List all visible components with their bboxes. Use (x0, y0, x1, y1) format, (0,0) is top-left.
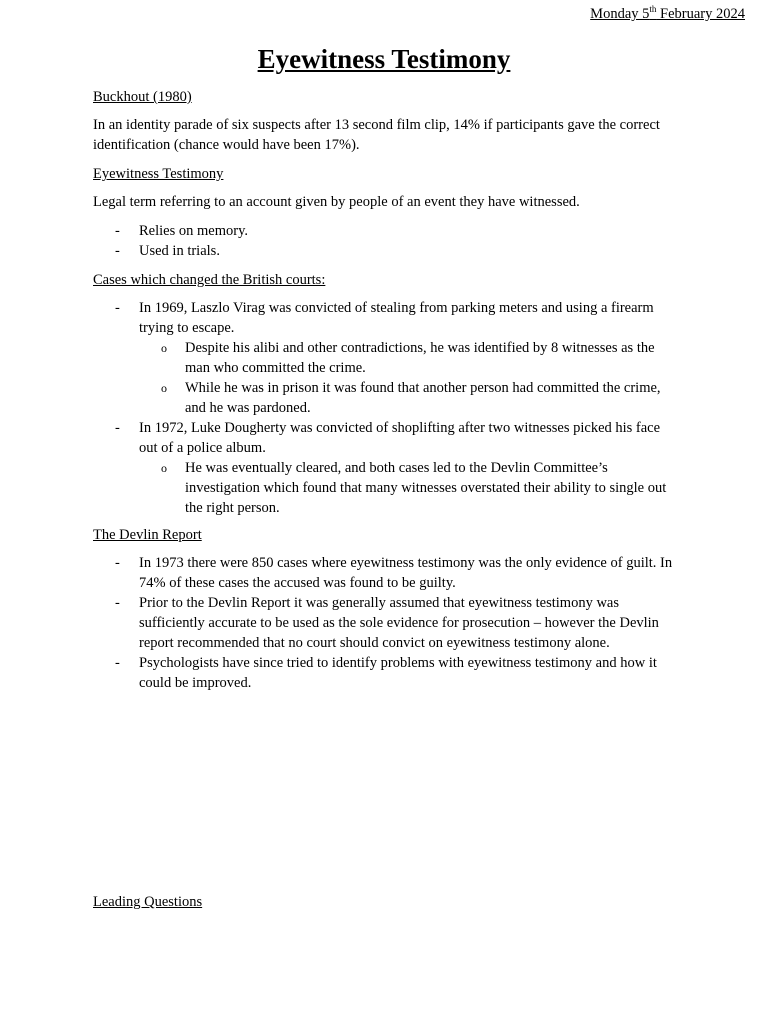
devlin-list (93, 553, 678, 693)
dash-marker: - (115, 420, 120, 436)
list-item (93, 653, 678, 693)
list-item-text: Psychologists have since tried to identify problems with eyewitness testimony and how it could be improved. (139, 655, 657, 691)
list-item-text: In 1973 there were 850 cases where eyewitness testimony was the only evidence of guilt. In 74% of these cases the accused was found to be guilty. (139, 555, 673, 591)
page-title: Eyewitness Testimony (257, 44, 511, 74)
section-heading: The Devlin Report (93, 527, 202, 543)
sub-list-item (139, 378, 678, 418)
list-item-text: Used in trials. (139, 243, 220, 259)
dash-marker: - (115, 655, 120, 671)
circle-marker: o (161, 461, 167, 475)
cases-heading (93, 270, 678, 290)
list-item (93, 553, 678, 593)
list-item (93, 298, 678, 418)
date-day: Monday 5 (590, 6, 650, 22)
dash-marker: - (115, 555, 120, 571)
ewt-bullets (93, 221, 678, 261)
list-item (93, 418, 678, 518)
sub-list-item-text: He was eventually cleared, and both cases led to the Devlin Committee’s investigation which found that many witnesses overstated their ability to single out the right person. (185, 460, 667, 516)
section-heading: Buckhout (1980) (93, 89, 192, 105)
sub-list-item (139, 458, 678, 518)
buckhout-paragraph: In an identity parade of six suspects after 13 second film clip, 14% if participants gave the correct identification (chance would have been 17%). (93, 117, 660, 153)
date-header (590, 4, 745, 24)
date-ordinal: th (649, 4, 657, 15)
dash-marker: - (115, 300, 120, 316)
list-item (93, 221, 678, 241)
ewt-definition: Legal term referring to an account given by people of an event they have witnessed. (93, 194, 580, 210)
cases-list (93, 298, 678, 518)
dash-marker: - (115, 595, 120, 611)
circle-marker: o (161, 341, 167, 355)
buckhout-heading (93, 87, 678, 107)
sub-list-item (139, 338, 678, 378)
list-item (93, 593, 678, 653)
list-item-text: In 1969, Laszlo Virag was convicted of stealing from parking meters and using a firearm trying to escape. (139, 300, 654, 336)
sub-list-item-text: While he was in prison it was found that another person had committed the crime, and he was pardoned. (185, 380, 661, 416)
leading-questions-heading (93, 892, 678, 912)
date-month-year: February 2024 (656, 6, 745, 22)
dash-marker: - (115, 243, 120, 259)
sub-list-item-text: Despite his alibi and other contradictions, he was identified by 8 witnesses as the man who committed the crime. (185, 340, 655, 376)
section-heading: Eyewitness Testimony (93, 166, 224, 182)
section-heading: Cases which changed the British courts: (93, 272, 326, 288)
devlin-heading (93, 525, 678, 545)
section-heading: Leading Questions (93, 894, 203, 910)
ewt-heading (93, 164, 678, 184)
list-item-text: In 1972, Luke Dougherty was convicted of shoplifting after two witnesses picked his face out of a police album. (139, 420, 661, 456)
list-item (93, 241, 678, 261)
dash-marker: - (115, 223, 120, 239)
list-item-text: Prior to the Devlin Report it was generally assumed that eyewitness testimony was sufficiently accurate to be used as the sole evidence for prosecution – however the Devlin report recommended that no court should convict on eyewitness testimony alone. (139, 595, 659, 651)
list-item-text: Relies on memory. (139, 223, 248, 239)
circle-marker: o (161, 381, 167, 395)
